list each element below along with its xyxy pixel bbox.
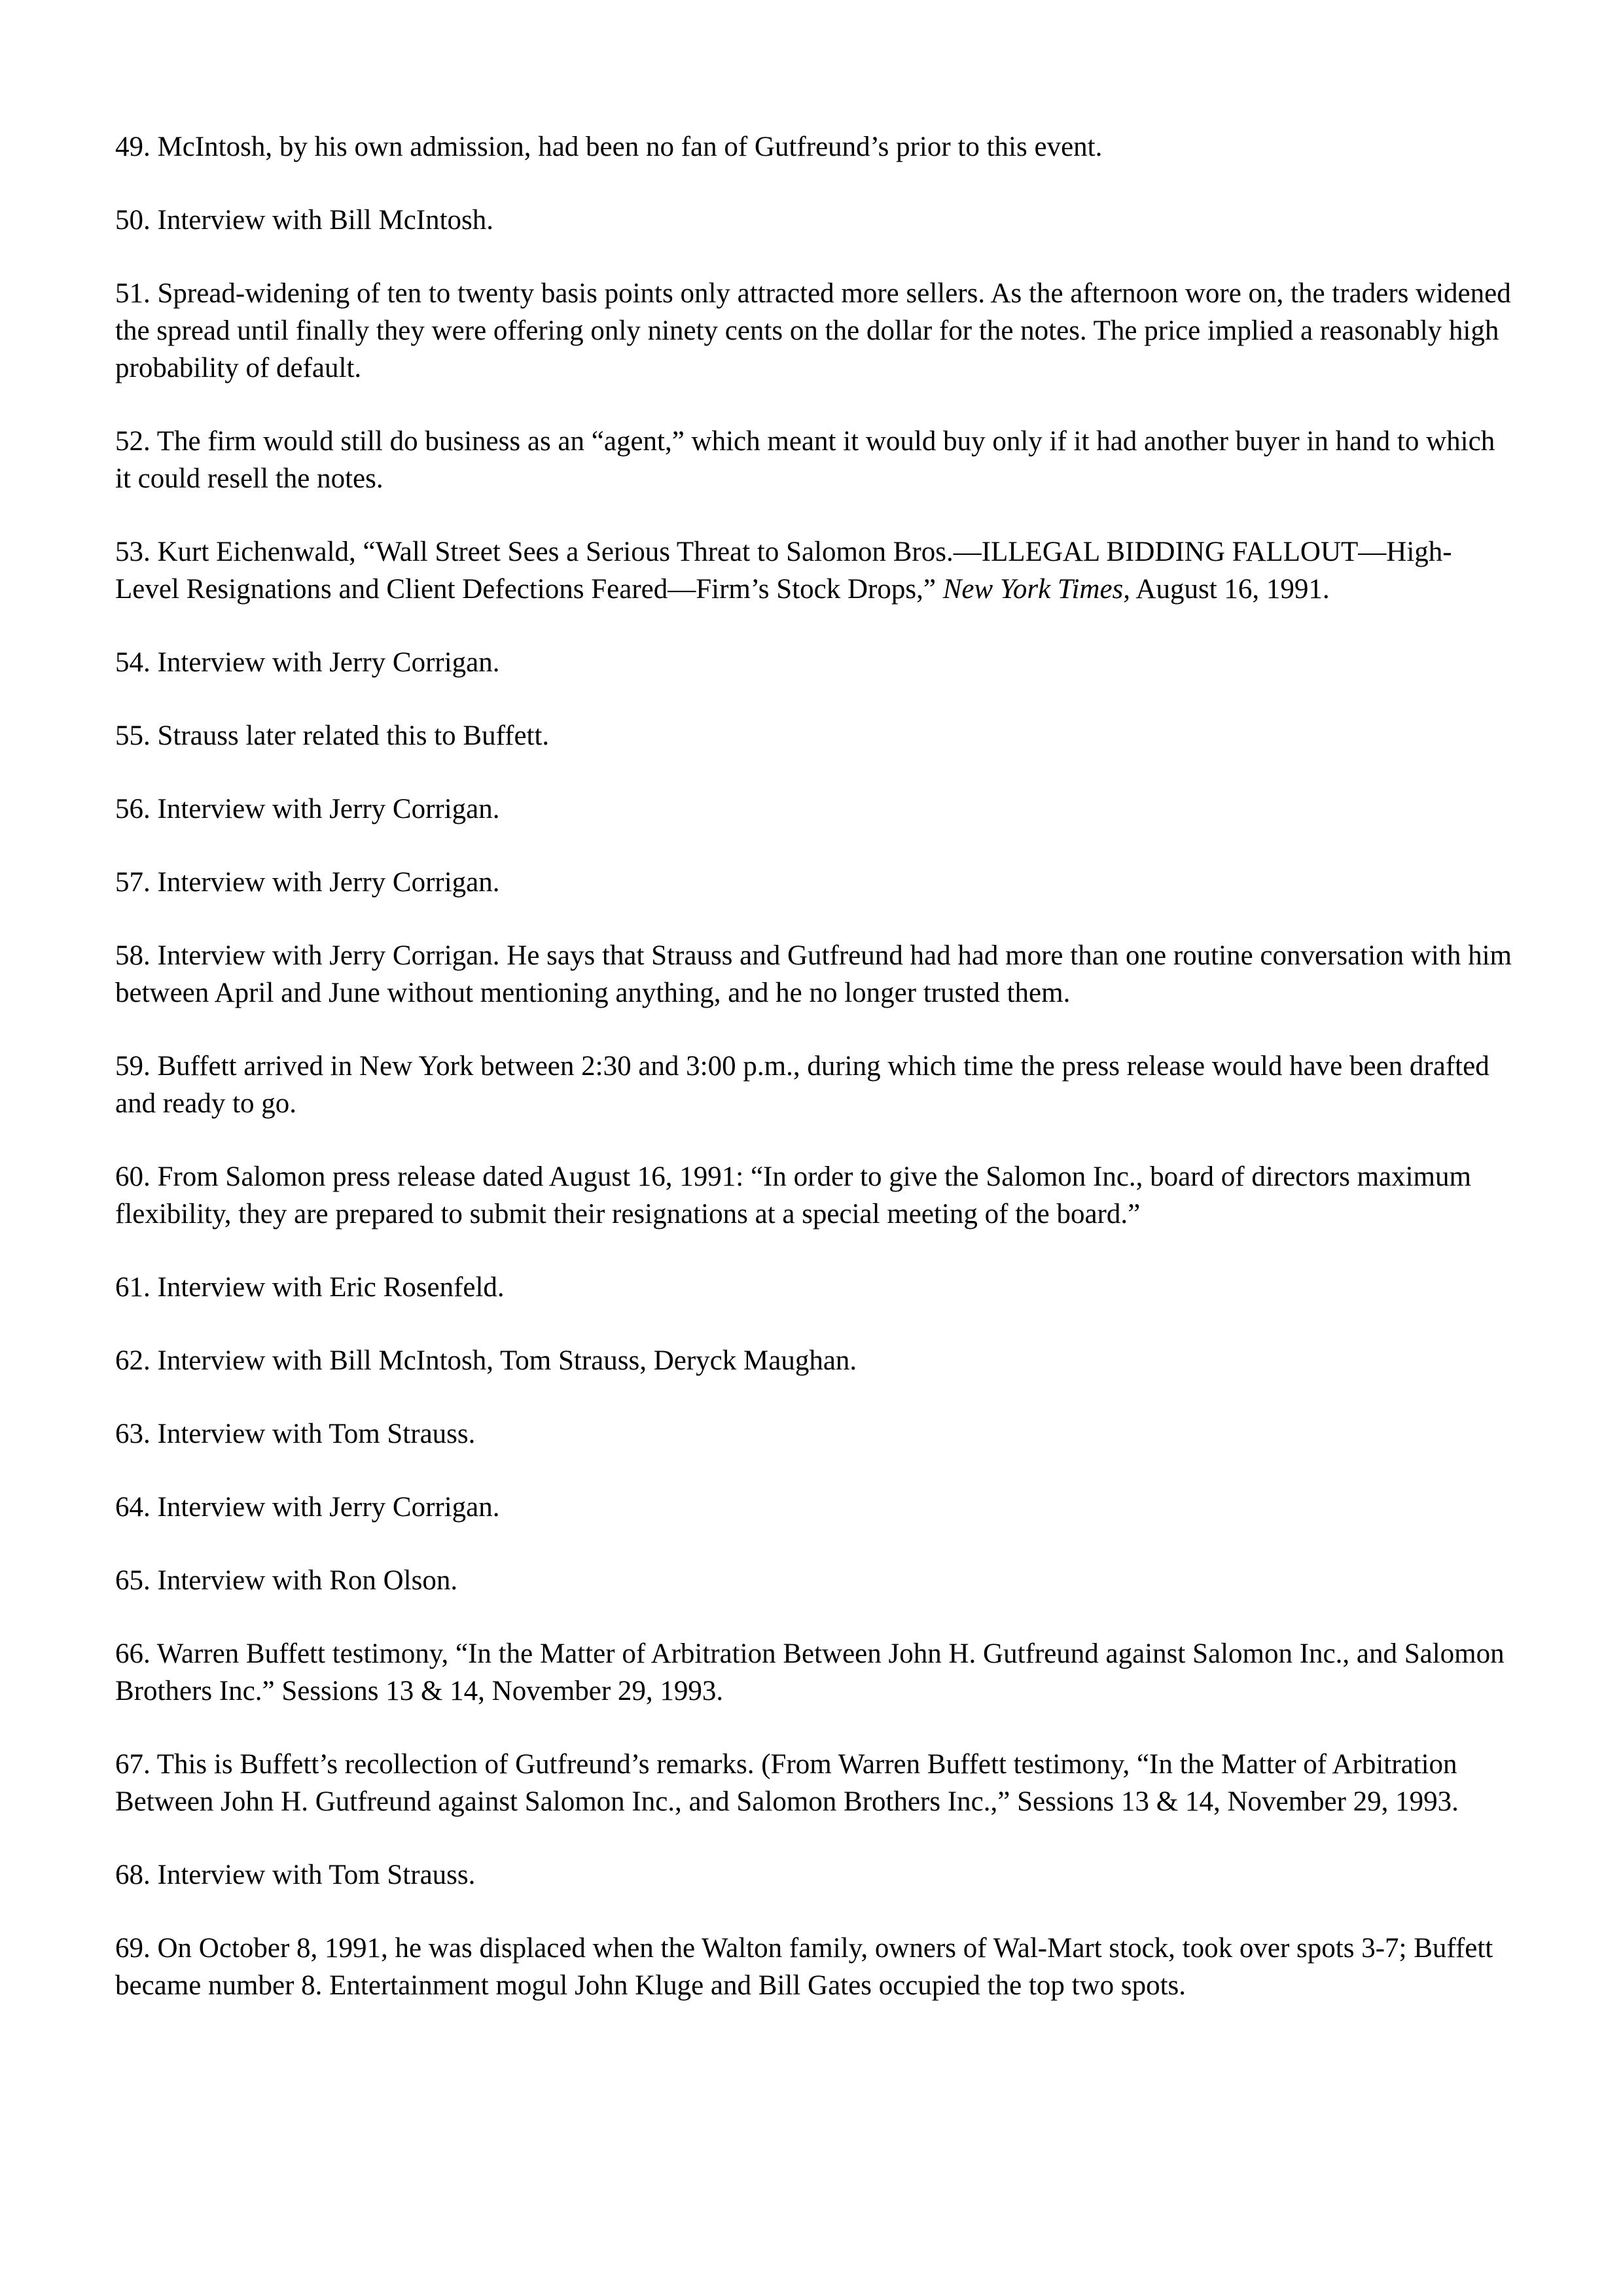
note-62: 62. Interview with Bill McIntosh, Tom Strauss, Deryck Maughan. (115, 1345, 857, 1376)
note-54: 54. Interview with Jerry Corrigan. (115, 647, 500, 678)
note-61: 61. Interview with Eric Rosenfeld. (115, 1272, 505, 1303)
note-63: 63. Interview with Tom Strauss. (115, 1419, 476, 1449)
note-52: 52. The firm would still do business as an “agent,” which meant it would buy only if it had another buyer in hand to which it could resell the notes. (115, 426, 1495, 494)
note-55: 55. Strauss later related this to Buffett. (115, 720, 550, 751)
note-53 (115, 533, 1516, 608)
note-59: 59. Buffett arrived in New York between 2:30 and 3:00 p.m., during which time the press release would have been drafted and ready to go. (115, 1051, 1489, 1119)
note-51: 51. Spread-widening of ten to twenty basis points only attracted more sellers. As the afternoon wore on, the traders widened the spread until finally they were offering only ninety cents on the dollar for the notes. The price implied a reasonably high probability of default. (115, 278, 1511, 383)
note-60: 60. From Salomon press release dated August 16, 1991: “In order to give the Salomon Inc., board of directors maximum flexibility, they are prepared to submit their resignations at a special meeting of the board.” (115, 1161, 1471, 1229)
note-53-publication: New York Times, (942, 574, 1131, 605)
note-57: 57. Interview with Jerry Corrigan. (115, 867, 500, 898)
note-56: 56. Interview with Jerry Corrigan. (115, 794, 500, 824)
note-66: 66. Warren Buffett testimony, “In the Matter of Arbitration Between John H. Gutfreund against Salomon Inc., and Salomon Brothers Inc.” Sessions 13 & 14, November 29, 1993. (115, 1638, 1505, 1706)
note-64: 64. Interview with Jerry Corrigan. (115, 1492, 500, 1523)
note-67: 67. This is Buffett’s recollection of Gutfreund’s remarks. (From Warren Buffett testimony, “In the Matter of Arbitration Between John H. Gutfreund against Salomon Inc., and Salomon Brothers Inc.,” Sessions 13 & 14, November 29, 1993. (115, 1749, 1459, 1817)
endnotes-page (115, 128, 1516, 2040)
note-53-date: August 16, 1991. (1130, 574, 1330, 605)
note-65: 65. Interview with Ron Olson. (115, 1565, 458, 1596)
note-53-text: 53. Kurt Eichenwald, “Wall Street Sees a Serious Threat to Salomon Bros.—ILLEGAL BIDDING FALLOUT—High-Level Resignations and Client Defections Feared—Firm’s Stock Drops,” (115, 537, 1452, 605)
note-68: 68. Interview with Tom Strauss. (115, 1860, 476, 1890)
note-58: 58. Interview with Jerry Corrigan. He says that Strauss and Gutfreund had had more than one routine conversation with him between April and June without mentioning anything, and he no longer trusted them. (115, 940, 1512, 1008)
note-69: 69. On October 8, 1991, he was displaced when the Walton family, owners of Wal-Mart stock, took over spots 3-7; Buffett became number 8. Entertainment mogul John Kluge and Bill Gates occupied the top two spots. (115, 1933, 1493, 2001)
note-49: 49. McIntosh, by his own admission, had been no fan of Gutfreund’s prior to this event. (115, 132, 1103, 162)
note-50: 50. Interview with Bill McIntosh. (115, 205, 494, 236)
